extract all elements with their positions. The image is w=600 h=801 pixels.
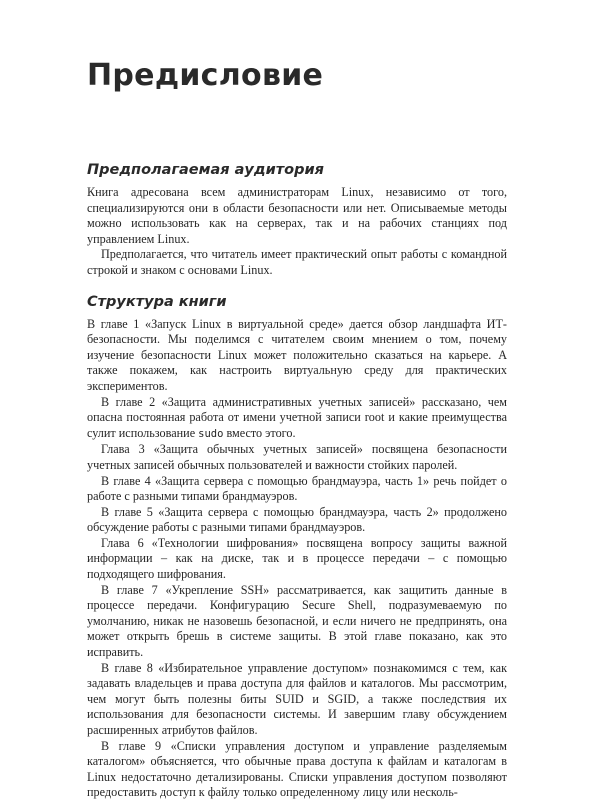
chapter-3-paragraph: Глава 3 «Защита обычных учетных записей» посвящена безопасности учетных записей обычных пользователей и важности стойких паролей. [87, 442, 507, 472]
chapter-2-text-after: вместо этого. [223, 425, 296, 440]
chapter-9-paragraph: В главе 9 «Списки управления доступом и управление разделяемым каталогом» объясняется, что обычные права доступа к файлам и каталогам в Linux недостаточно детализированы. Списки управления доступом позволяют предоставить доступ к файлу только определенному лицу или несколь- [87, 738, 507, 800]
chapter-7-paragraph: В главе 7 «Укрепление SSH» рассматривается, как защитить данные в процессе передачи. Конфигурацию Secure Shell, подразумеваемую по умолчанию, никак не назовешь безопасной, и если ничего не предпринять, она может открыть брешь в системе защиты. В этой главе показано, как это исправить. [87, 582, 507, 660]
page-content [87, 160, 507, 801]
chapter-4-paragraph: В главе 4 «Защита сервера с помощью брандмауэра, часть 1» речь пойдет о работе с разными типами брандмауэров. [87, 473, 507, 504]
section-heading-audience: Предполагаемая аудитория [87, 162, 324, 178]
chapter-8-paragraph: В главе 8 «Избирательное управление доступом» познакомимся с тем, как задавать владельцев и права доступа для файлов и каталогов. Мы рассмотрим, чем могут быть полезны биты SUID и SGID, а также последствия их использования для безопасности системы. И завершим главу обсуждением расширенных атрибутов файлов. [87, 660, 507, 737]
audience-paragraph-2: Предполагается, что читатель имеет практический опыт работы с командной строкой и знаком с основами Linux. [87, 247, 507, 277]
audience-paragraph-1: Книга адресована всем администраторам Linux, независимо от того, специализируются они в области безопасности или нет. Описываемые методы можно использовать как на серверах, так и на рабочих станциях под управлением Linux. [87, 185, 507, 246]
chapter-2-text-before: В главе 2 «Защита административных учетных записей» рассказано, чем опасна постоянная работа от имени учетной записи root и какие преимущества сулит использование [87, 394, 507, 440]
chapter-1-paragraph: В главе 1 «Запуск Linux в виртуальной среде» дается обзор ландшафта ИТ-безопасности. Мы поделимся с читателем своим мнением о том, почему изучение безопасности Linux может положительно сказаться на карьере. А также покажем, как настроить виртуальную среду для практических экспериментов. [87, 316, 507, 393]
page-title: Предисловие [87, 58, 324, 93]
chapter-2-paragraph [87, 395, 507, 443]
sudo-code: sudo [198, 427, 224, 440]
section-heading-structure: Структура книги [87, 293, 227, 310]
chapter-5-paragraph: В главе 5 «Защита сервера с помощью брандмауэра, часть 2» продолжено обсуждение работы с разными типами брандмауэров. [87, 504, 507, 535]
chapter-6-paragraph: Глава 6 «Технологии шифрования» посвящена вопросу защиты важной информации – как на диске, так и в процессе передачи – с помощью подходящего шифрования. [87, 535, 507, 582]
